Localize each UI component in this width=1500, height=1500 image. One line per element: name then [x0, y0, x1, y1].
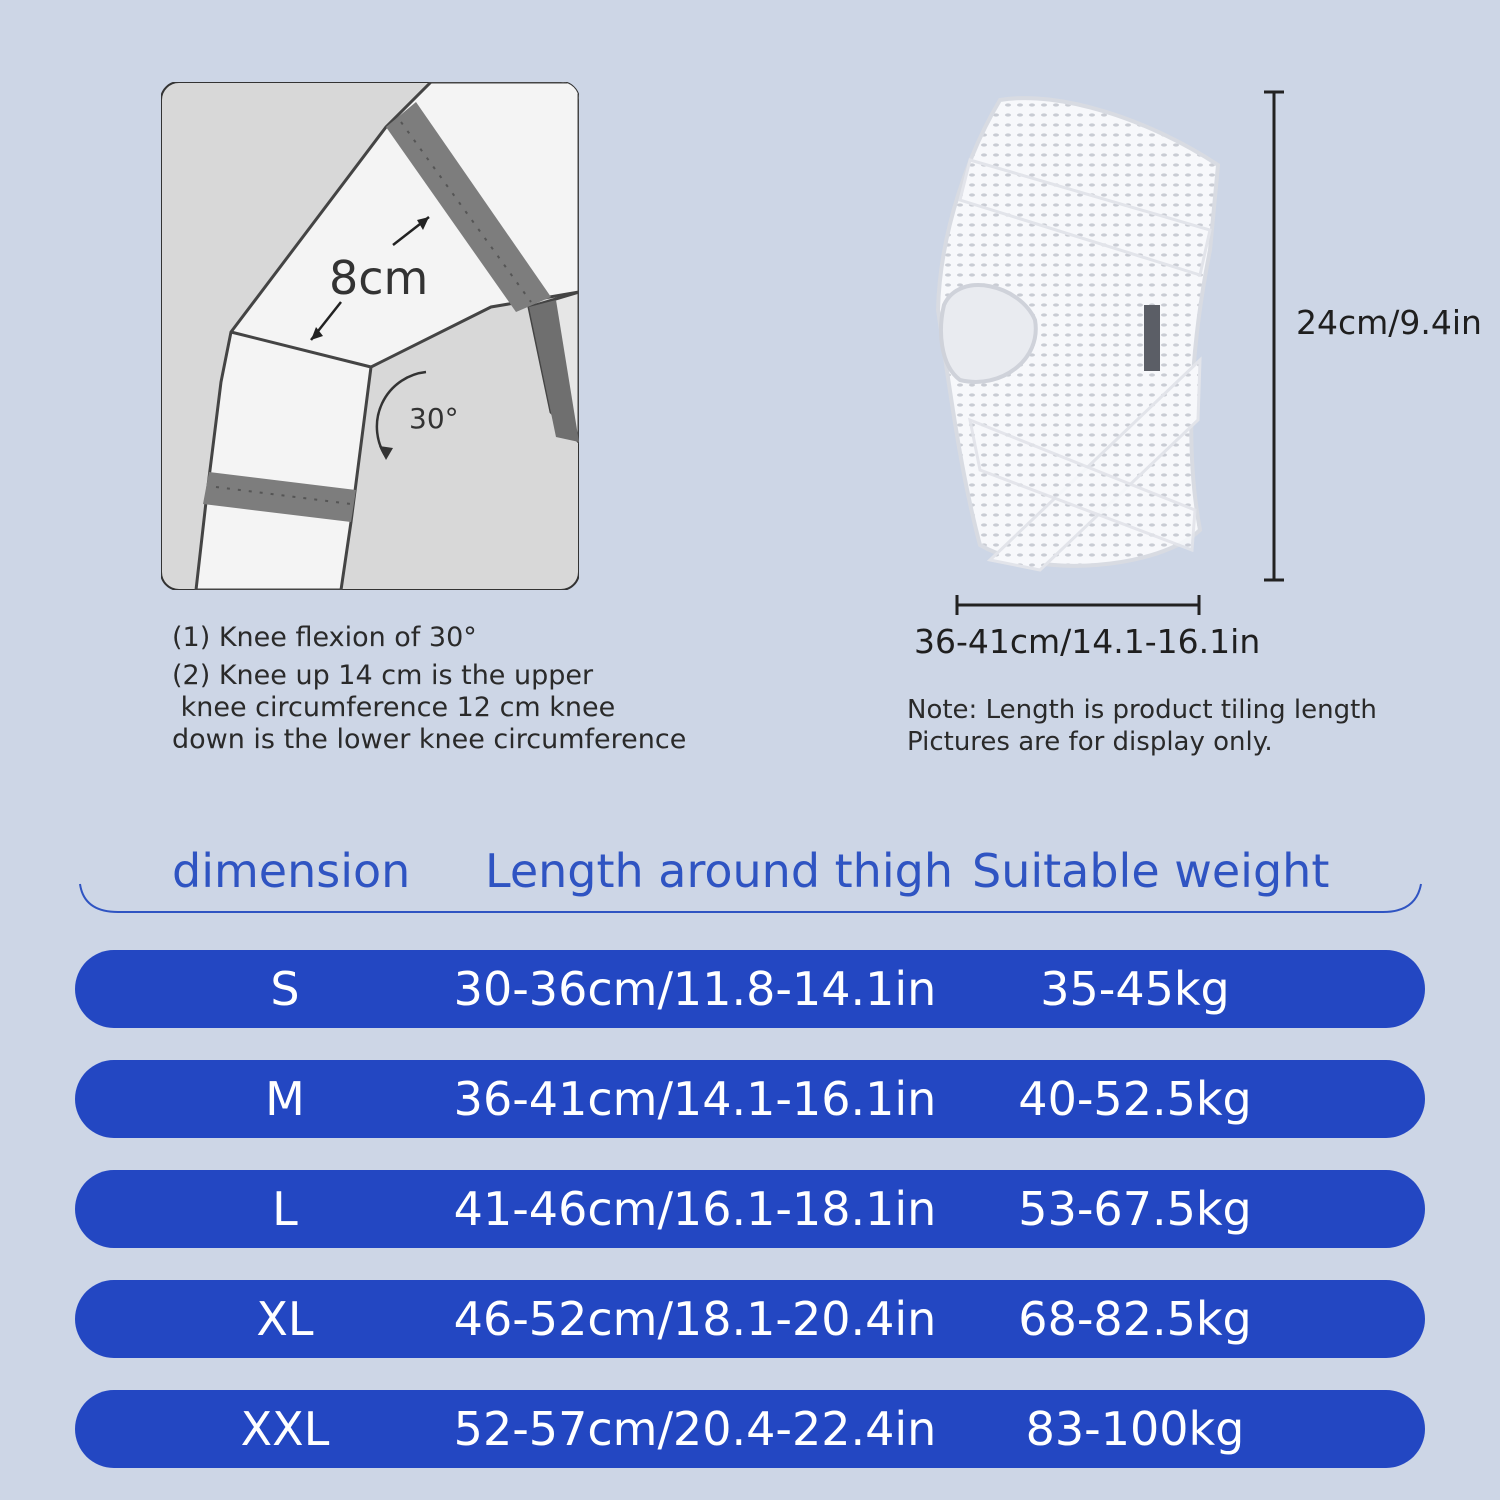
header-weight: Suitable weight — [972, 844, 1330, 898]
height-dimension-line — [1262, 90, 1286, 582]
size-cell: S — [270, 962, 300, 1016]
table-row — [75, 1170, 1425, 1248]
angle-label: 30° — [409, 402, 459, 435]
header-dimension: dimension — [172, 844, 411, 898]
weight-cell: 40-52.5kg — [1018, 1072, 1252, 1126]
table-row — [75, 1280, 1425, 1358]
product-note: Note: Length is product tiling length Pictures are for display only. — [907, 695, 1377, 757]
instruction-1: (1) Knee flexion of 30° — [172, 622, 477, 653]
header-length: Length around thigh — [485, 844, 953, 898]
width-label: 36-41cm/14.1-16.1in — [914, 622, 1261, 661]
weight-cell: 83-100kg — [1025, 1402, 1245, 1456]
weight-cell: 35-45kg — [1040, 962, 1230, 1016]
length-cell: 52-57cm/20.4-22.4in — [453, 1402, 937, 1456]
height-label: 24cm/9.4in — [1296, 303, 1482, 342]
tape-label: 8cm — [329, 251, 429, 305]
size-cell: XXL — [240, 1402, 330, 1456]
size-cell: XL — [256, 1292, 314, 1346]
weight-cell: 68-82.5kg — [1018, 1292, 1252, 1346]
length-cell: 46-52cm/18.1-20.4in — [453, 1292, 937, 1346]
length-cell: 41-46cm/16.1-18.1in — [453, 1182, 937, 1236]
length-cell: 30-36cm/11.8-14.1in — [453, 962, 937, 1016]
table-row — [75, 1390, 1425, 1468]
table-row — [75, 1060, 1425, 1138]
instruction-2: (2) Knee up 14 cm is the upper knee circumference 12 cm knee down is the lower knee circumference — [172, 660, 687, 755]
knee-measurement-illustration — [161, 82, 579, 590]
header-underline — [78, 882, 1423, 918]
table-row — [75, 950, 1425, 1028]
knee-sleeve-image — [930, 90, 1230, 580]
size-cell: M — [265, 1072, 305, 1126]
weight-cell: 53-67.5kg — [1018, 1182, 1252, 1236]
size-cell: L — [272, 1182, 298, 1236]
width-dimension-line — [955, 594, 1201, 616]
length-cell: 36-41cm/14.1-16.1in — [453, 1072, 937, 1126]
